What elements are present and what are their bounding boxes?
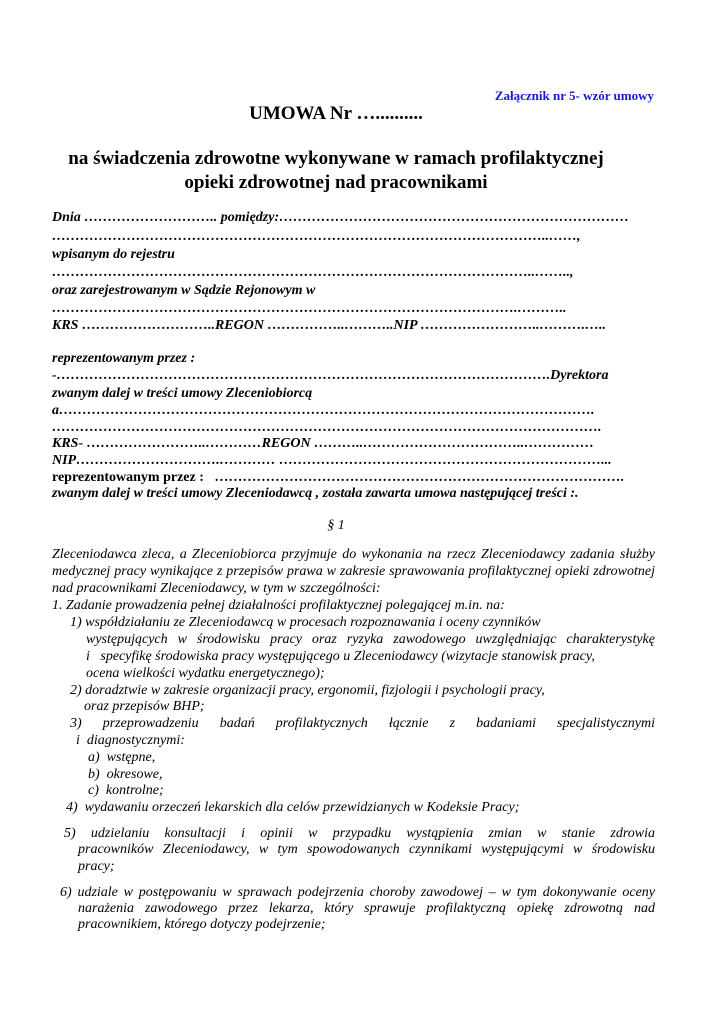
subtitle-line-1: na świadczenia zdrowotne wykonywane w ramach profilaktycznej [68,148,604,169]
item-6-line-2: narażenia zawodowego przez lekarza, który sprawuje profilaktyczną opiekę zdrowotną nad [78,901,655,916]
krs-regon-line: KRS- ……………………..…………REGON ………..……………………………..…………… [52,436,595,451]
represented-by-line: reprezentowanym przez : ……………………………………………………………………………. [52,470,624,485]
item-1-line-1: 1) współdziałaniu ze Zleceniodawcą w procesach rozpoznawania i oceny czynników [70,615,541,630]
second-party-line: a……………………………………………………………………………………………………. [52,403,595,418]
director-line: -…………………………………………………………………………………………….Dyrektora [52,368,609,383]
item-3-line-1: 3) przeprowadzeniu badań profilaktycznych łącznie z badaniami specjalistycznymi [70,716,655,731]
item-3-line-2: i diagnostycznymi: [76,733,185,748]
item-5-line-1: 5) udzielaniu konsultacji i opinii w przypadku wystąpienia zmian w stanie zdrowia [64,826,655,841]
section-mark: § 1 [327,518,345,533]
represented-by-label: reprezentowanym przez : [52,351,196,366]
item-2-line-2: oraz przepisów BHP; [84,699,205,714]
item-5-line-2: pracowników Zleceniodawcy, w tym spowodowanych czynnikami występującymi w środowisku [78,842,655,857]
item-4: 4) wydawaniu orzeczeń lekarskich dla celów przewidzianych w Kodeksie Pracy; [66,800,520,815]
item-1-line-2: występujących w środowisku pracy oraz ryzyka zawodowego uwzględniając charakterystykę [86,632,655,647]
item-6-line-3: pracownikiem, którego dotyczy podejrzenie; [78,917,326,932]
item-1-line-3: i specyfikę środowiska pracy występującego u Zleceniodawcy (wizytacje stanowisk pracy, [86,649,595,664]
blank-line: ……………………………………………………………………………………….……….. [52,301,567,316]
register-label: wpisanym do rejestru [52,247,175,262]
item-1-line-4: ocena wielkości wydatku energetycznego); [86,666,325,681]
item-5-line-3: pracy; [78,859,115,874]
court-label: oraz zarejestrowanym w Sądzie Rejonowym w [52,283,316,298]
blank-line: ………………………………………………………………………………………………………. [52,420,602,435]
intro-paragraph: Zleceniodawca zleca, a Zleceniobiorca przyjmuje do wykonania na rzecz Zleceniodawcy zadania służby medycznej pracy wynikające z przepisów prawa w zakresie sprawowania profilaktycznej opieki zdrowotnej nad pracownikami Zleceniodawcy, w tym w szczególności: [52,547,655,596]
subtitle-line-2: opieki zdrowotnej nad pracownikami [184,172,488,193]
date-parties-line: Dnia ……………………….. pomiędzy:………………………………………………………………… [52,210,630,225]
blank-line: …………………………………………………………………………………………..…….., [52,265,574,280]
krs-regon-nip-line: KRS ………………………..REGON ……………..………..NIP ……………………..……….….. [52,318,607,333]
document-title: UMOWA Nr ….......... [249,103,423,124]
annex-label: Załącznik nr 5- wzór umowy [494,88,654,103]
item-3-sub-b: b) okresowe, [88,767,163,782]
nip-line: NIP………………………….………… ……………………………………………………………... [52,453,612,468]
item-3-sub-a: a) wstępne, [88,750,156,765]
item-3-sub-c: c) kontrolne; [88,783,164,798]
item-2-line-1: 2) doradztwie w zakresie organizacji pracy, ergonomii, fizjologii i psychologii pracy, [70,683,545,698]
principal-label: zwanym dalej w treści umowy Zleceniodawcą , została zawarta umowa następującej treści :. [52,486,579,501]
contractor-label: zwanym dalej w treści umowy Zleceniobiorcą [52,386,313,401]
point-1: 1. Zadanie prowadzenia pełnej działalności profilaktycznej polegającej m.in. na: [52,598,505,613]
item-6-line-1: 6) udziale w postępowaniu w sprawach podejrzenia choroby zawodowej – w tym dokonywanie oceny [60,885,655,900]
blank-line: ……………………………………………………………………………………………..……, [52,229,581,244]
